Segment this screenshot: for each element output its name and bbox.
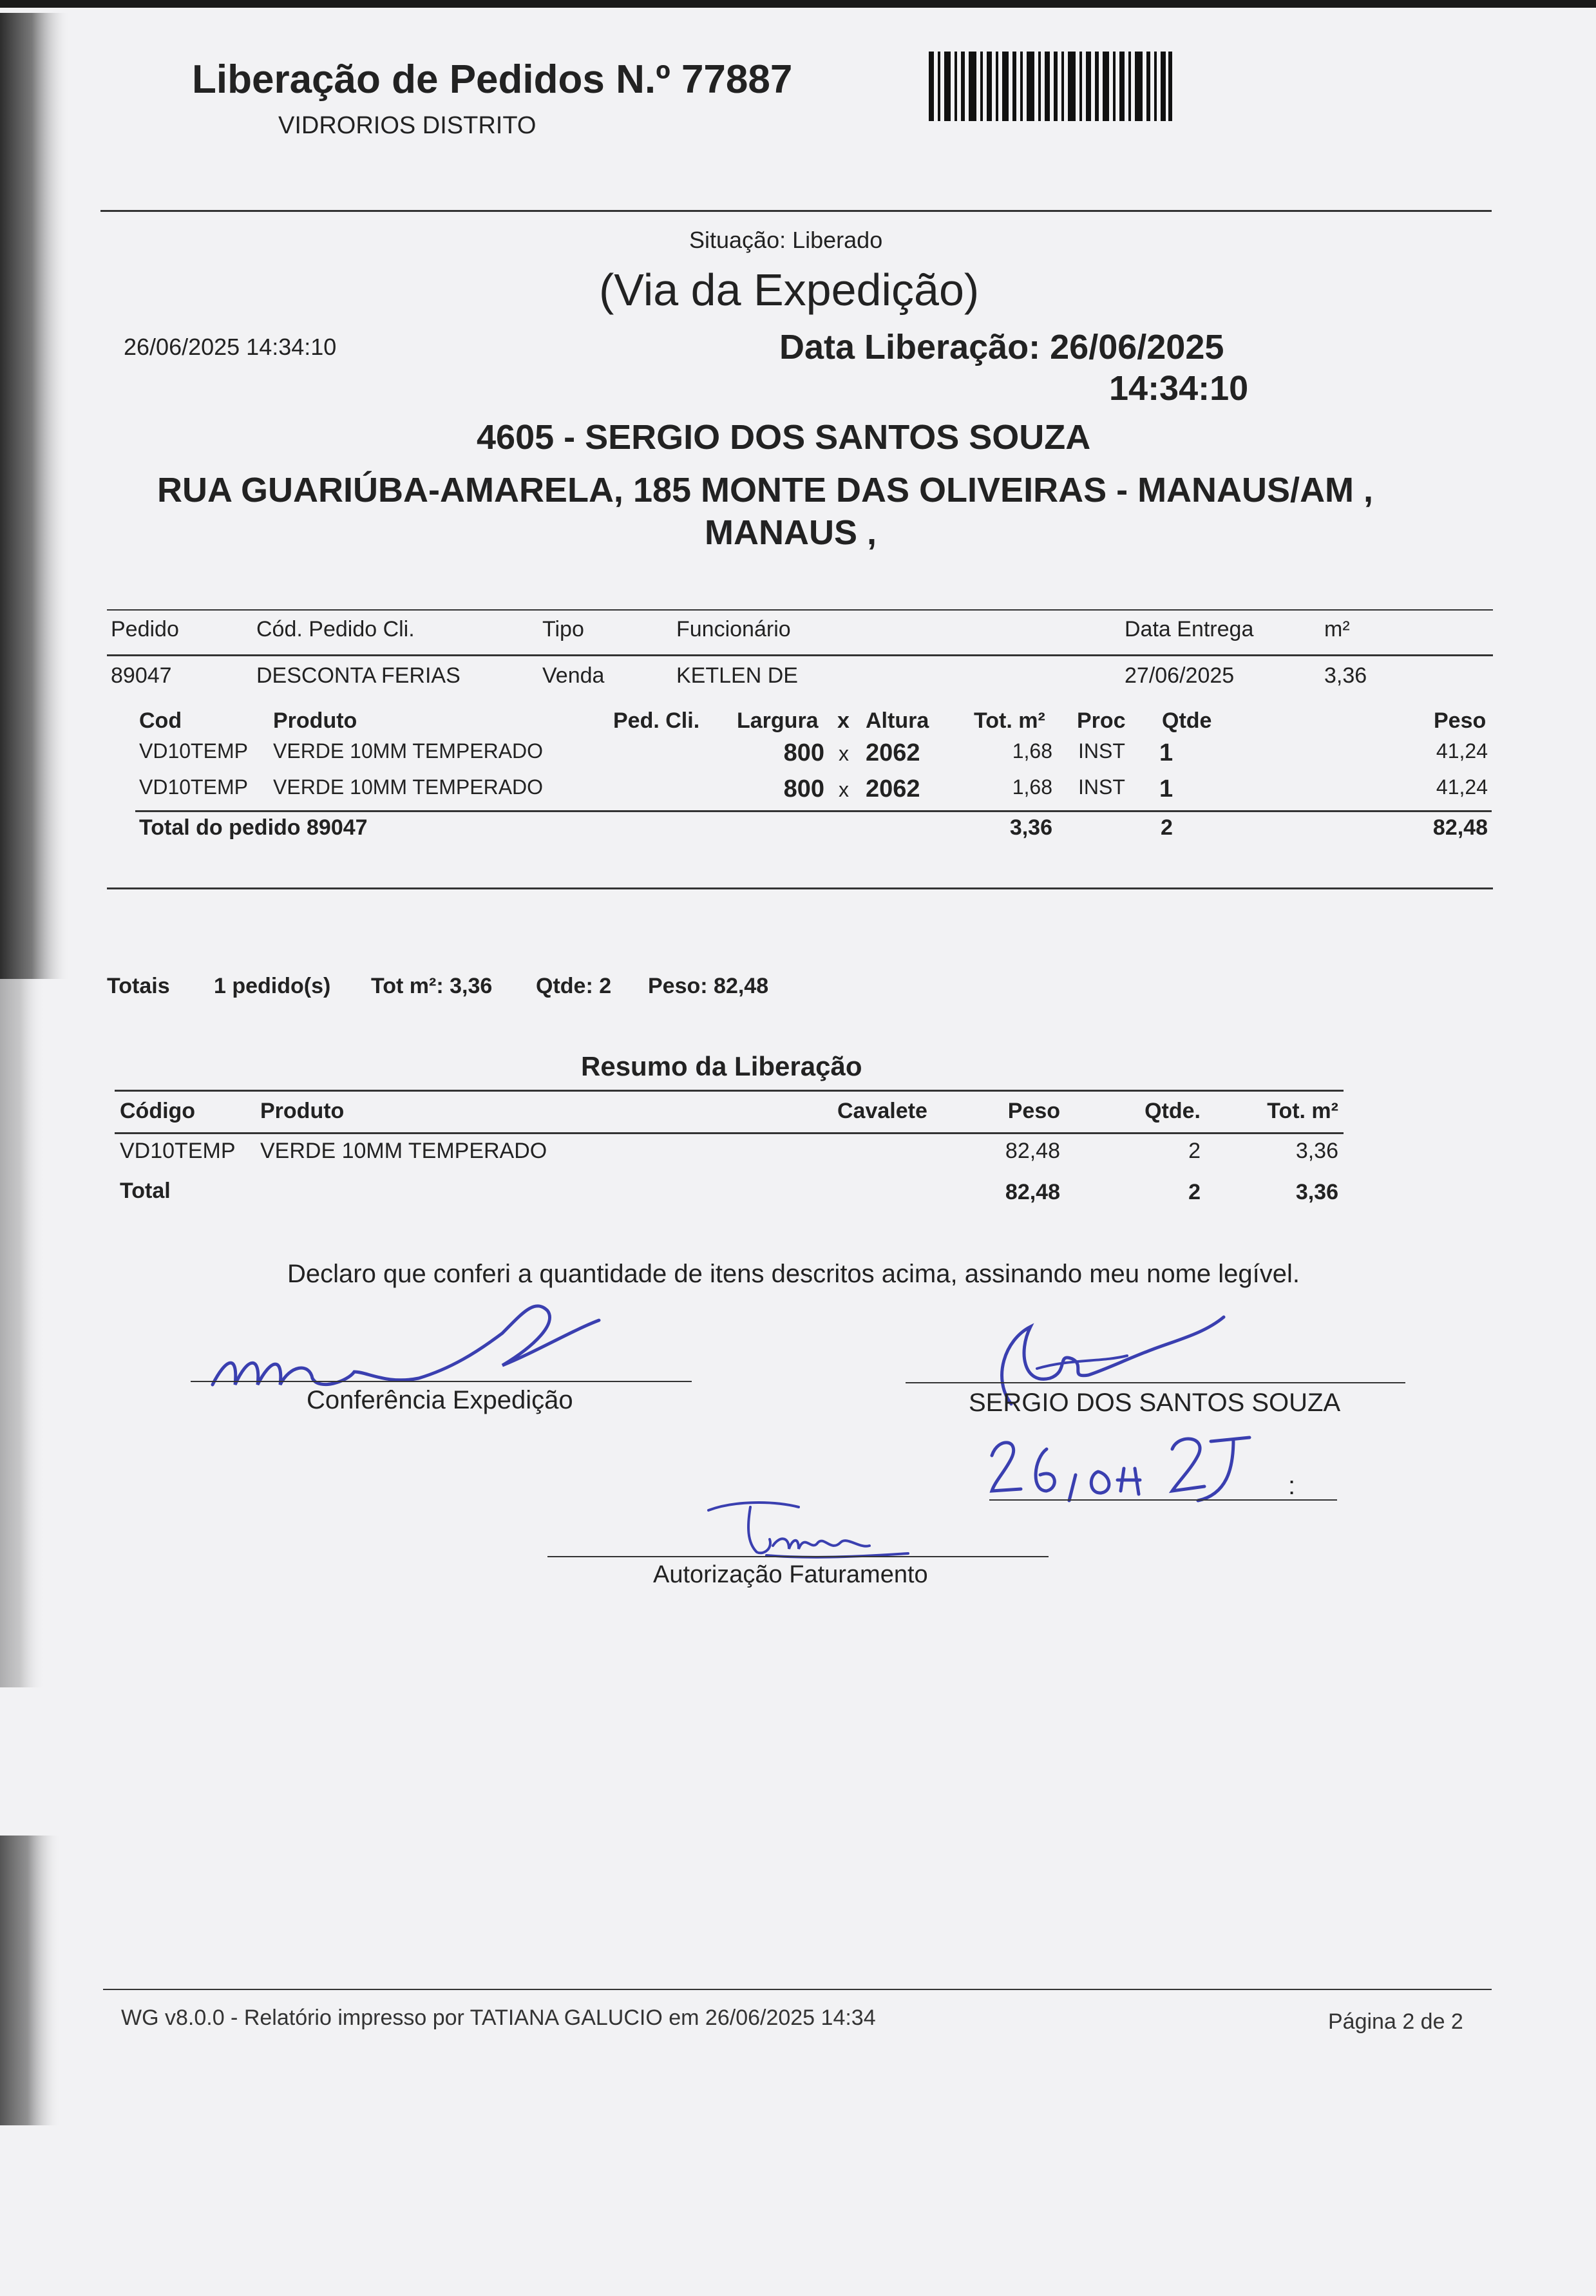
item-x: x — [839, 742, 849, 765]
item-cod: VD10TEMP — [139, 775, 248, 799]
date-line — [989, 1499, 1337, 1501]
data-liberacao: Data Liberação: 26/06/2025 — [779, 328, 1224, 366]
item-altura: 2062 — [866, 775, 920, 802]
order-funcionario: KETLEN DE — [676, 663, 798, 688]
summary-qtde: 2 — [1188, 1139, 1201, 1163]
summary-top-border — [115, 1090, 1344, 1092]
col-pedido: Pedido — [111, 617, 179, 641]
footer-report: WG v8.0.0 - Relatório impresso por TATIANA GALUCIO em 26/06/2025 14:34 — [121, 2006, 876, 2030]
date-colon: : — [1288, 1472, 1296, 1500]
order-cod-pedido-cli: DESCONTA FERIAS — [256, 663, 461, 688]
summary-col-peso: Peso — [1007, 1099, 1060, 1123]
item-peso: 41,24 — [1436, 775, 1488, 799]
barcode — [929, 52, 1173, 121]
summary-produto: VERDE 10MM TEMPERADO — [260, 1139, 547, 1163]
customer-name: 4605 - SERGIO DOS SANTOS SOUZA — [477, 418, 1091, 457]
summary-col-cavalete: Cavalete — [837, 1099, 927, 1123]
item-qtde: 1 — [1159, 775, 1173, 802]
order-tipo: Venda — [542, 663, 605, 688]
item-proc: INST — [1078, 775, 1125, 799]
items-col-cod: Cod — [139, 708, 182, 733]
totals-pedidos: 1 pedido(s) — [214, 974, 331, 998]
order-pedido: 89047 — [111, 663, 172, 688]
situacao-text: Situação: Liberado — [689, 227, 883, 253]
footer-page: Página 2 de 2 — [1328, 2009, 1463, 2034]
item-tot-m2: 1,68 — [1012, 775, 1052, 799]
printed-datetime: 26/06/2025 14:34:10 — [124, 334, 337, 360]
scan-left-edge-noise — [0, 0, 77, 2296]
col-funcionario: Funcionário — [676, 617, 791, 641]
handwritten-date — [985, 1430, 1346, 1513]
customer-address-line2: MANAUS , — [705, 513, 877, 552]
item-produto: VERDE 10MM TEMPERADO — [273, 739, 544, 763]
summary-col-produto: Produto — [260, 1099, 345, 1123]
item-peso: 41,24 — [1436, 739, 1488, 763]
summary-peso: 82,48 — [1005, 1139, 1060, 1163]
summary-col-qtde: Qtde. — [1145, 1099, 1201, 1123]
order-header-divider — [107, 654, 1493, 656]
summary-total-tot-m2: 3,36 — [1295, 1180, 1338, 1204]
summary-col-tot-m2: Tot. m² — [1267, 1099, 1338, 1123]
company-name: VIDRORIOS DISTRITO — [278, 112, 537, 139]
summary-total-peso: 82,48 — [1005, 1180, 1060, 1204]
customer-address-line1: RUA GUARIÚBA-AMARELA, 185 MONTE DAS OLIVEIRAS - MANAUS/AM , — [157, 471, 1374, 509]
col-cod-pedido-cli: Cód. Pedido Cli. — [256, 617, 415, 641]
autorizacao-label: Autorização Faturamento — [653, 1561, 928, 1588]
items-col-x: x — [837, 708, 850, 733]
items-col-peso: Peso — [1434, 708, 1487, 733]
item-x: x — [839, 778, 849, 801]
scan-top-edge — [0, 0, 1596, 8]
via-title: (Via da Expedição) — [599, 265, 980, 315]
items-col-proc: Proc — [1077, 708, 1126, 733]
items-col-ped-cli: Ped. Cli. — [613, 708, 700, 733]
items-total-peso: 82,48 — [1432, 815, 1488, 840]
order-m2: 3,36 — [1324, 663, 1367, 688]
summary-total-label: Total — [120, 1179, 171, 1203]
items-total-divider — [135, 810, 1492, 812]
items-col-produto: Produto — [273, 708, 357, 733]
items-bottom-border — [107, 887, 1493, 889]
summary-header-divider — [115, 1132, 1344, 1134]
item-produto: VERDE 10MM TEMPERADO — [273, 775, 544, 799]
conferencia-signature — [200, 1295, 638, 1398]
items-col-largura: Largura — [737, 708, 819, 733]
totals-m2: Tot m²: 3,36 — [371, 974, 493, 998]
items-col-qtde: Qtde — [1162, 708, 1212, 733]
summary-tot-m2: 3,36 — [1295, 1139, 1338, 1163]
summary-total-qtde: 2 — [1188, 1180, 1201, 1204]
summary-title: Resumo da Liberação — [581, 1051, 862, 1081]
items-total-label: Total do pedido 89047 — [139, 815, 368, 840]
conferencia-label: Conferência Expedição — [307, 1386, 573, 1414]
cliente-name: SERGIO DOS SANTOS SOUZA — [969, 1389, 1341, 1417]
item-tot-m2: 1,68 — [1012, 739, 1052, 763]
summary-codigo: VD10TEMP — [120, 1139, 236, 1163]
conferencia-line — [191, 1381, 692, 1382]
page-title: Liberação de Pedidos N.º 77887 — [192, 57, 793, 102]
item-altura: 2062 — [866, 739, 920, 766]
items-total-qtde: 2 — [1161, 815, 1173, 840]
summary-col-codigo: Código — [120, 1099, 196, 1123]
data-liberacao-time: 14:34:10 — [1109, 369, 1249, 408]
item-qtde: 1 — [1159, 739, 1173, 766]
item-cod: VD10TEMP — [139, 739, 248, 763]
col-tipo: Tipo — [542, 617, 584, 641]
items-col-tot-m2: Tot. m² — [974, 708, 1045, 733]
item-largura: 800 — [783, 739, 824, 766]
declaration-text: Declaro que conferi a quantidade de itens descritos acima, assinando meu nome legível. — [287, 1260, 1300, 1288]
order-data-entrega: 27/06/2025 — [1125, 663, 1235, 688]
cliente-line — [906, 1382, 1405, 1383]
header-divider — [100, 210, 1492, 212]
item-largura: 800 — [783, 775, 824, 802]
items-total-m2: 3,36 — [1009, 815, 1052, 840]
autorizacao-signature — [702, 1494, 915, 1565]
totals-label: Totais — [107, 974, 170, 998]
autorizacao-line — [547, 1556, 1049, 1557]
totals-qtde: Qtde: 2 — [536, 974, 612, 998]
footer-divider — [103, 1989, 1492, 1990]
order-table-top-border — [107, 609, 1493, 611]
col-m2: m² — [1324, 617, 1350, 641]
totals-peso: Peso: 82,48 — [648, 974, 769, 998]
col-data-entrega: Data Entrega — [1125, 617, 1254, 641]
items-col-altura: Altura — [866, 708, 929, 733]
item-proc: INST — [1078, 739, 1125, 763]
